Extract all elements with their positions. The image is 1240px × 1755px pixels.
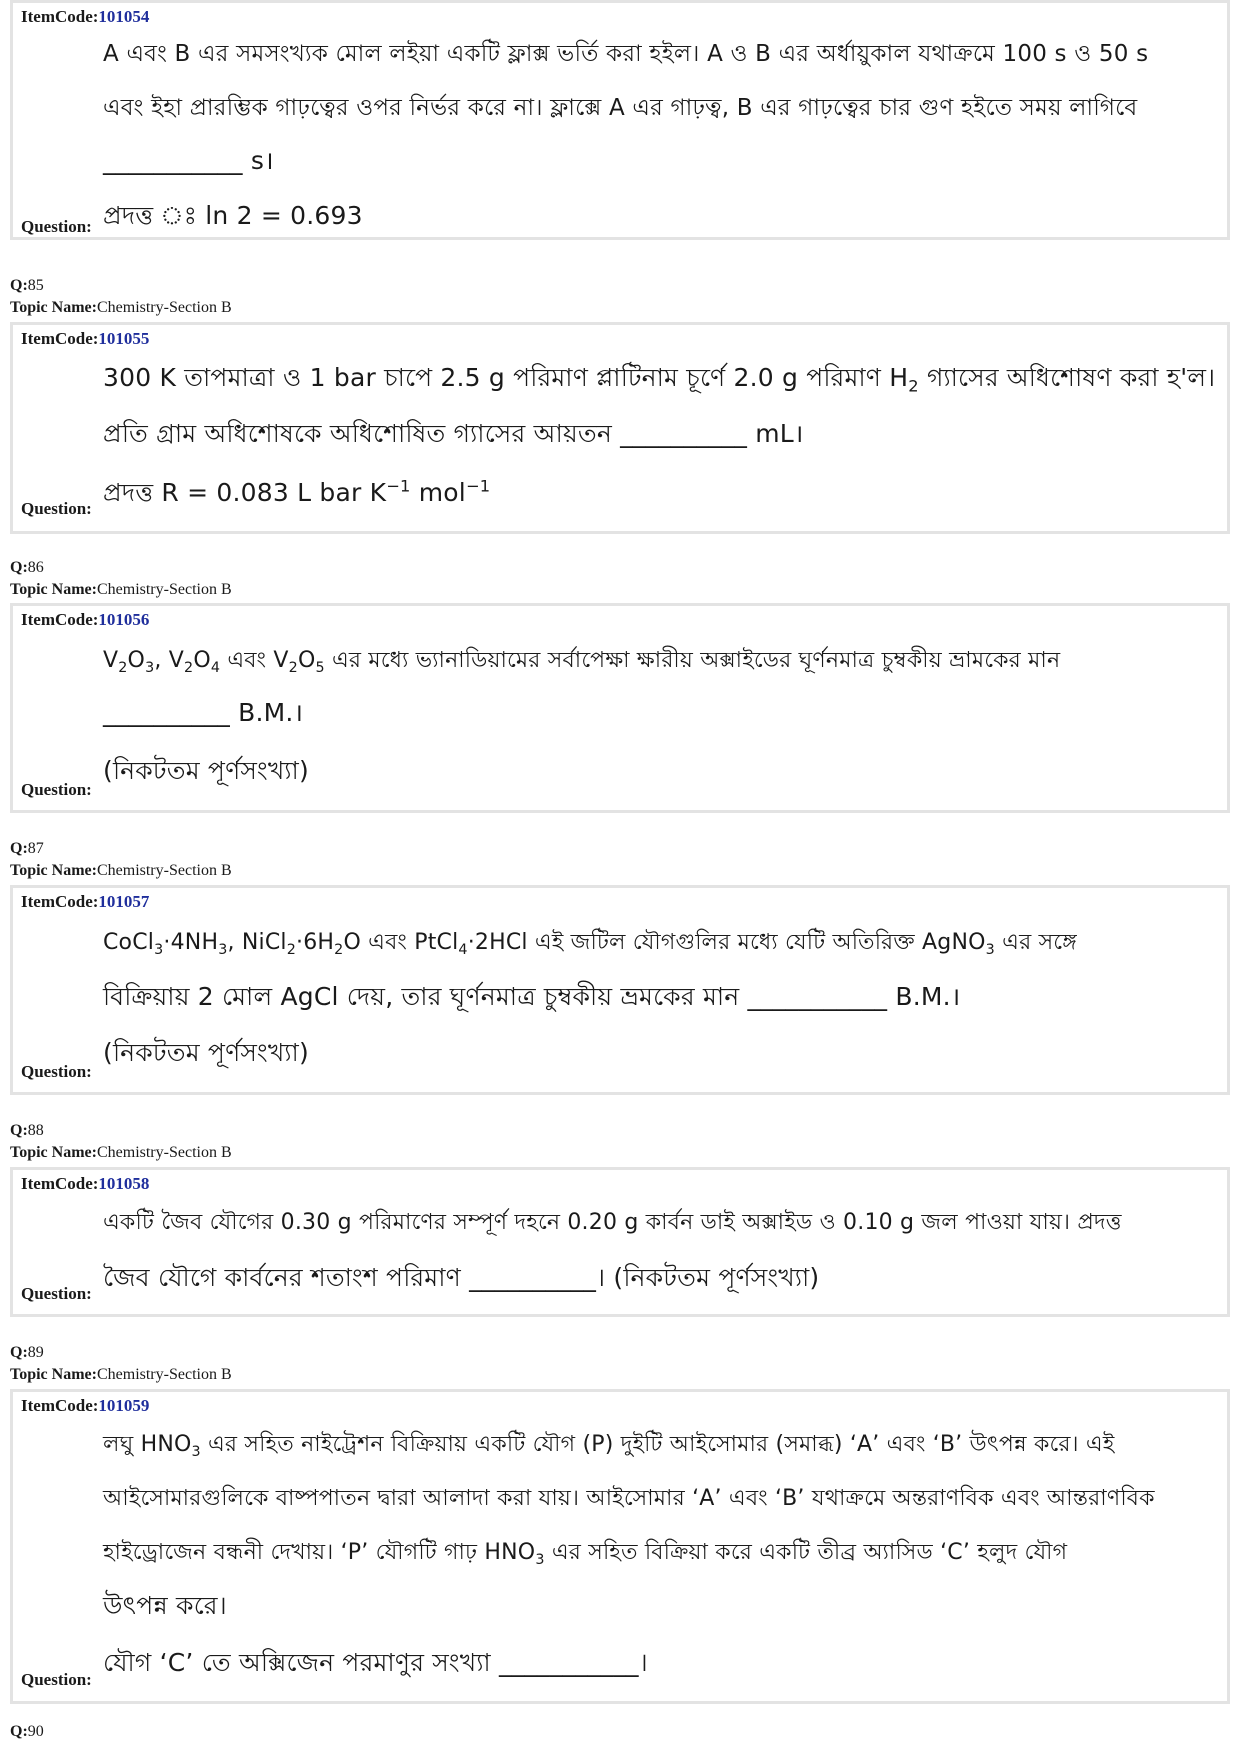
question-label: Question: (21, 1670, 92, 1689)
question-text-line: একটি জৈব যৌগের 0.30 g পরিমাণের সম্পূর্ণ দহনে 0.20 g কার্বন ডাই অক্সাইড ও 0.10 g জল পাওয়া যায়। প্রদত্ত (103, 1210, 1122, 1235)
question-text-line: A এবং B এর সমসংখ্যক মোল লইয়া একটি ফ্লাক্স ভর্তি করা হইল। A ও B এর অর্ধায়ুকাল যথাক্রমে 100 s ও 50 s (103, 41, 1149, 67)
given-text: (নিকটতম পূর্ণসংখ্যা) (103, 756, 309, 785)
question-text-line: বিক্রিয়ায় 2 মোল AgCl দেয়, তার ঘূর্ণনমাত্র চুম্বকীয় ভ্রমকের মান ___________ B.M.। (103, 982, 961, 1011)
question-number: Q:85 (10, 277, 44, 294)
answer-blank: __________ B.M.। (103, 698, 304, 727)
question-card-101054 (10, 0, 1230, 240)
given-text: প্রদত্ত ঃ ln 2 = 0.693 (103, 201, 363, 230)
question-text-line: $CoCl_3\cdot 4NH_3$, $NiCl_2\cdot 6H_2O$ এবং PtCl$_4$·2HCl এই জটিল যৌগগুলির মধ্যে যেটি অতিরিক্ত AgNO$_3$ এর সঙ্গে (103, 930, 1077, 958)
topic-name: Topic Name:Chemistry-Section B (10, 1366, 232, 1383)
item-code: ItemCode:101056 (21, 610, 150, 629)
question-text-line: উৎপন্ন করে। (103, 1591, 227, 1620)
given-text: (নিকটতম পূর্ণসংখ্যা) (103, 1038, 309, 1067)
question-text-line: হাইড্রোজেন বন্ধনী দেখায়। ‘P’ যৌগটি গাঢ় $HNO_3$ এর সহিত বিক্রিয়া করে একটি তীব্র অ্যাসিড ‘C’ হলুদ যৌগ (103, 1540, 1068, 1568)
question-card-101059 (10, 1389, 1230, 1704)
question-number: Q:86 (10, 559, 44, 576)
question-text-line: 300 K তাপমাত্রা ও 1 bar চাপে 2.5 g পরিমাণ প্লাটিনাম চূর্ণে 2.0 g পরিমাণ $H_2$ গ্যাসের অধিশোষণ করা হ'ল। (103, 363, 1216, 396)
question-number: Q:89 (10, 1344, 44, 1361)
question-number: Q:87 (10, 840, 44, 857)
topic-name: Topic Name:Chemistry-Section B (10, 299, 232, 316)
question-text-line: প্রতি গ্রাম অধিশোষকে অধিশোষিত গ্যাসের আয়তন __________ mL। (103, 419, 804, 448)
question-card-101056 (10, 603, 1230, 813)
question-number: Q:88 (10, 1122, 44, 1139)
question-card-101055 (10, 322, 1230, 534)
item-code: ItemCode:101055 (21, 329, 150, 348)
question-label: Question: (21, 1284, 92, 1303)
topic-name: Topic Name:Chemistry-Section B (10, 581, 232, 598)
item-code-value: 101055 (98, 329, 150, 348)
item-code: ItemCode:101058 (21, 1174, 150, 1193)
question-text-line: এবং ইহা প্রারম্ভিক গাঢ়ত্বের ওপর নির্ভর করে না। ফ্লাক্সে A এর গাঢ়ত্ব, B এর গাঢ়ত্বের চার গুণ হইতে সময় লাগিবে (103, 95, 1138, 121)
question-text-line: লঘু $HNO_3$ এর সহিত নাইট্রেশন বিক্রিয়ায় একটি যৌগ (P) দুইটি আইসোমার (সমাব্ধ) ‘A’ এবং ‘B’ উৎপন্ন করে। এই (103, 1432, 1115, 1460)
topic-name: Topic Name:Chemistry-Section B (10, 862, 232, 879)
item-code-value: 101057 (98, 892, 150, 911)
question-label: Question: (21, 217, 92, 236)
question-text-line: $V_2O_3$, $V_2O_4$ এবং $V_2O_5$ এর মধ্যে ভ্যানাডিয়ামের সর্বাপেক্ষা ক্ষারীয় অক্সাইডের ঘূর্ণনমাত্র চুম্বকীয় ভ্রামকের মান (103, 648, 1061, 676)
item-code: ItemCode:101054 (21, 7, 150, 26)
item-code-value: 101054 (98, 7, 150, 26)
given-text: যৌগ ‘C’ তে অক্সিজেন পরমাণুর সংখ্যা ___________। (103, 1648, 648, 1677)
question-text-line: আইসোমারগুলিকে বাষ্পপাতন দ্বারা আলাদা করা যায়। আইসোমার ‘A’ এবং ‘B’ যথাক্রমে অন্তরাণবিক এবং আন্তরাণবিক (103, 1486, 1155, 1511)
topic-name: Topic Name:Chemistry-Section B (10, 1144, 232, 1161)
given-text: প্রদত্ত R = 0.083 L bar $K^{-1}$ mol$^{-1}$ (103, 476, 491, 507)
item-code: ItemCode:101057 (21, 892, 150, 911)
question-text-line: জৈব যৌগে কার্বনের শতাংশ পরিমাণ __________। (নিকটতম পূর্ণসংখ্যা) (103, 1263, 820, 1292)
question-card-101058 (10, 1167, 1230, 1317)
question-label: Question: (21, 499, 92, 518)
item-code: ItemCode:101059 (21, 1396, 150, 1415)
item-code-value: 101058 (98, 1174, 150, 1193)
question-label: Question: (21, 1062, 92, 1081)
item-code-value: 101056 (98, 610, 150, 629)
question-label: Question: (21, 780, 92, 799)
item-code-value: 101059 (98, 1396, 150, 1415)
question-number: Q:90 (10, 1723, 44, 1740)
question-card-101057 (10, 885, 1230, 1095)
answer-blank: ___________ s। (103, 146, 274, 175)
